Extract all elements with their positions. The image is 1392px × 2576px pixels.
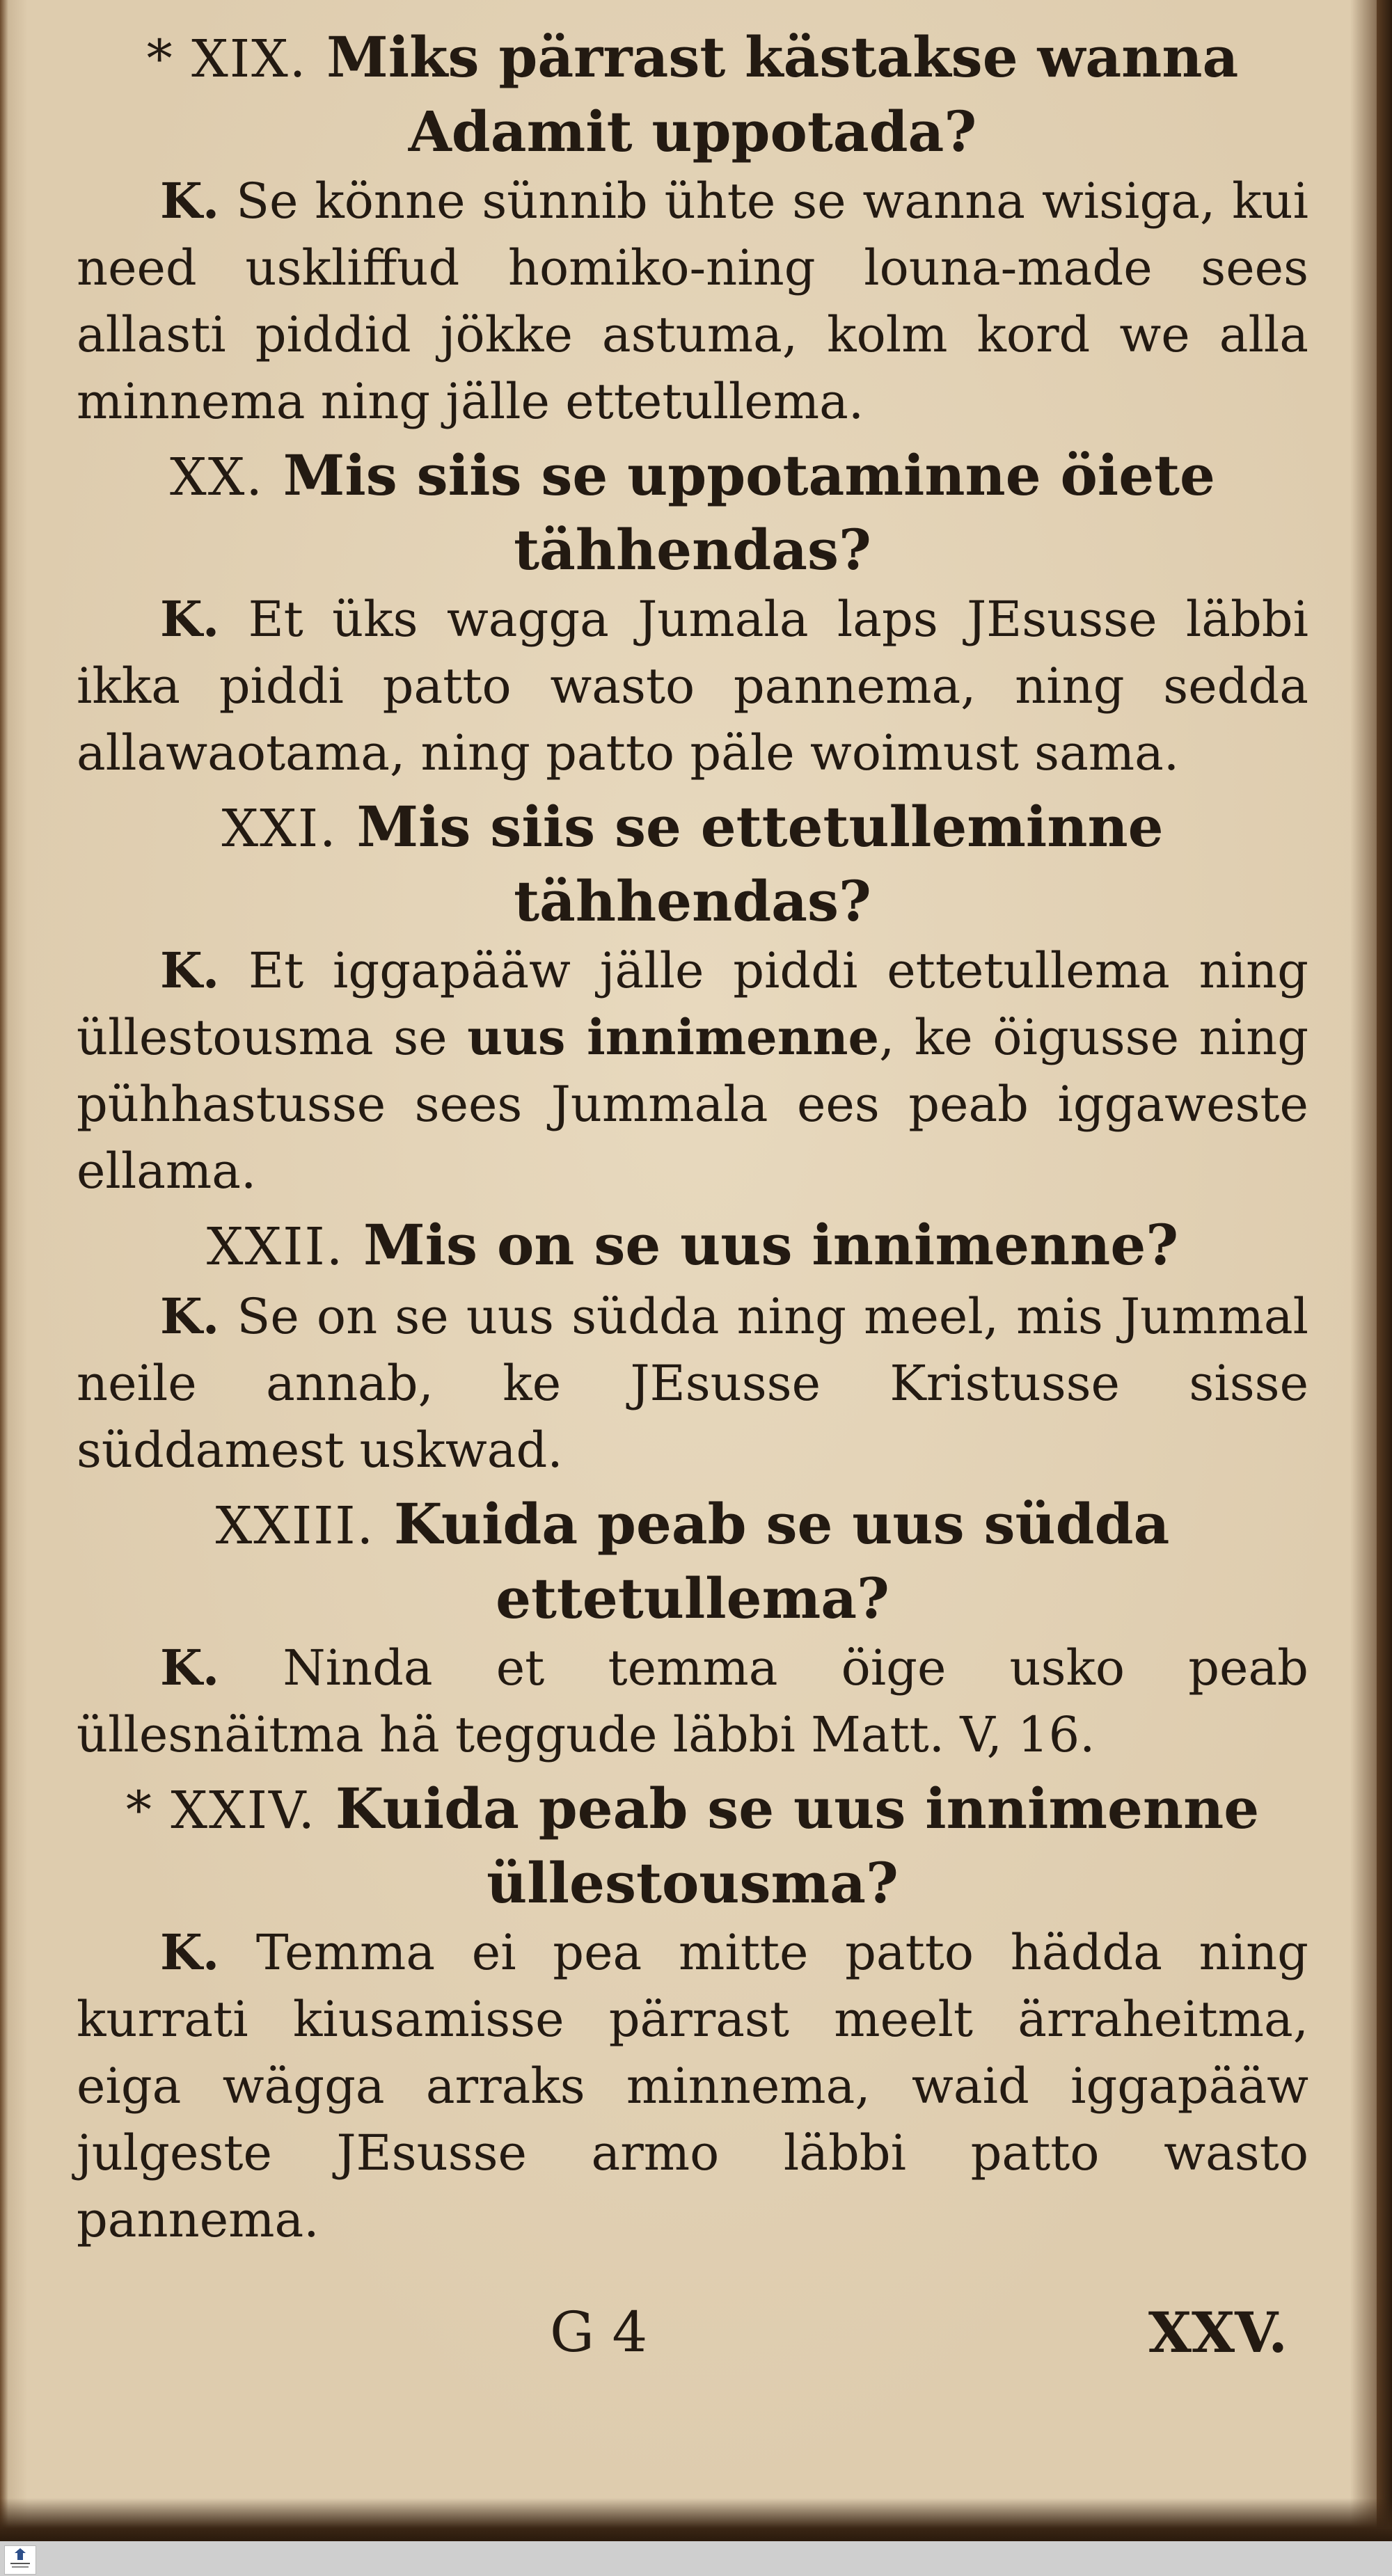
signature-mark: G 4 xyxy=(550,2300,648,2364)
answer-text: Temma ei pea mitte patto hädda ning kurrati kiusamisse pärrast meelt ärraheitma, eiga wägga arraks minnema, waid iggapääw julgeste JEsusse armo läbbi patto wasto pannema. xyxy=(77,1924,1308,2248)
catchword: XXV. xyxy=(1148,2300,1288,2365)
answer-emphasis: uus innimenne xyxy=(467,1008,880,1066)
question-number: XXII. xyxy=(206,1217,345,1277)
question-number: XX. xyxy=(170,447,264,507)
question-number: * XXIV. xyxy=(125,1781,316,1840)
question-text: Mis siis se uppotaminne öiete tähhendas? xyxy=(283,443,1215,582)
answer-paragraph xyxy=(77,1919,1308,2253)
question-number: XXI. xyxy=(221,799,338,859)
page-footer xyxy=(77,2300,1308,2376)
question-text: Miks pärrast kästakse wanna Adamit uppotada? xyxy=(326,24,1239,164)
answer-text-continued: , ke öigusse ning pühhastusse sees Jummala ees peab iggaweste ellama. xyxy=(77,1009,1308,1200)
answer-label: K. xyxy=(160,1923,220,1981)
page-gutter-shadow xyxy=(0,0,8,2541)
answer-label: K. xyxy=(160,941,220,999)
question-heading xyxy=(77,21,1308,168)
question-text: Mis on se uus innimenne? xyxy=(363,1212,1179,1278)
question-heading xyxy=(77,1772,1308,1919)
answer-text: Se könne sünnib ühte se wanna wisiga, kui need uskliffud homiko-ning louna-made sees allasti piddid jökke astuma, kolm kord we alla minnema ning jälle ettetullema. xyxy=(77,173,1308,430)
viewer-bottom-bar xyxy=(0,2541,1392,2576)
answer-label: K. xyxy=(160,590,220,648)
question-text: Kuida peab se uus südda ettetullema? xyxy=(394,1491,1170,1631)
book-spine-edge xyxy=(1377,0,1392,2541)
question-heading xyxy=(77,1488,1308,1635)
question-number: * XIX. xyxy=(146,29,308,89)
page-bottom-edge xyxy=(0,2498,1392,2541)
answer-label: K. xyxy=(160,1639,220,1696)
answer-paragraph xyxy=(77,1635,1308,1768)
question-heading xyxy=(77,439,1308,586)
answer-text: Ninda et temma öige usko peab üllesnäitma hä teggude läbbi Matt. V, 16. xyxy=(77,1639,1308,1763)
library-logo-icon xyxy=(4,2545,36,2575)
answer-label: K. xyxy=(160,1287,220,1345)
answer-paragraph xyxy=(77,937,1308,1204)
answer-text: Se on se uus südda ning meel, mis Jummal neile annab, ke JEsusse Kristusse sisse süddamest uskwad. xyxy=(77,1288,1308,1479)
question-text: Mis siis se ettetulleminne tähhendas? xyxy=(356,794,1164,934)
catechism-text xyxy=(77,21,1308,2257)
answer-paragraph xyxy=(77,168,1308,435)
question-heading xyxy=(77,1209,1308,1283)
question-number: XXIII. xyxy=(215,1496,375,1556)
question-text: Kuida peab se uus innimenne üllestousma? xyxy=(335,1776,1260,1916)
answer-text: Et üks wagga Jumala laps JEsusse läbbi ikka piddi patto wasto pannema, ning sedda allawaotama, ning patto päle woimust sama. xyxy=(77,591,1308,781)
answer-label: K. xyxy=(160,172,220,230)
answer-paragraph xyxy=(77,586,1308,786)
answer-text: Et iggapääw jälle piddi ettetullema ning üllestousma se xyxy=(77,942,1308,1066)
answer-paragraph xyxy=(77,1283,1308,1484)
question-heading xyxy=(77,790,1308,937)
